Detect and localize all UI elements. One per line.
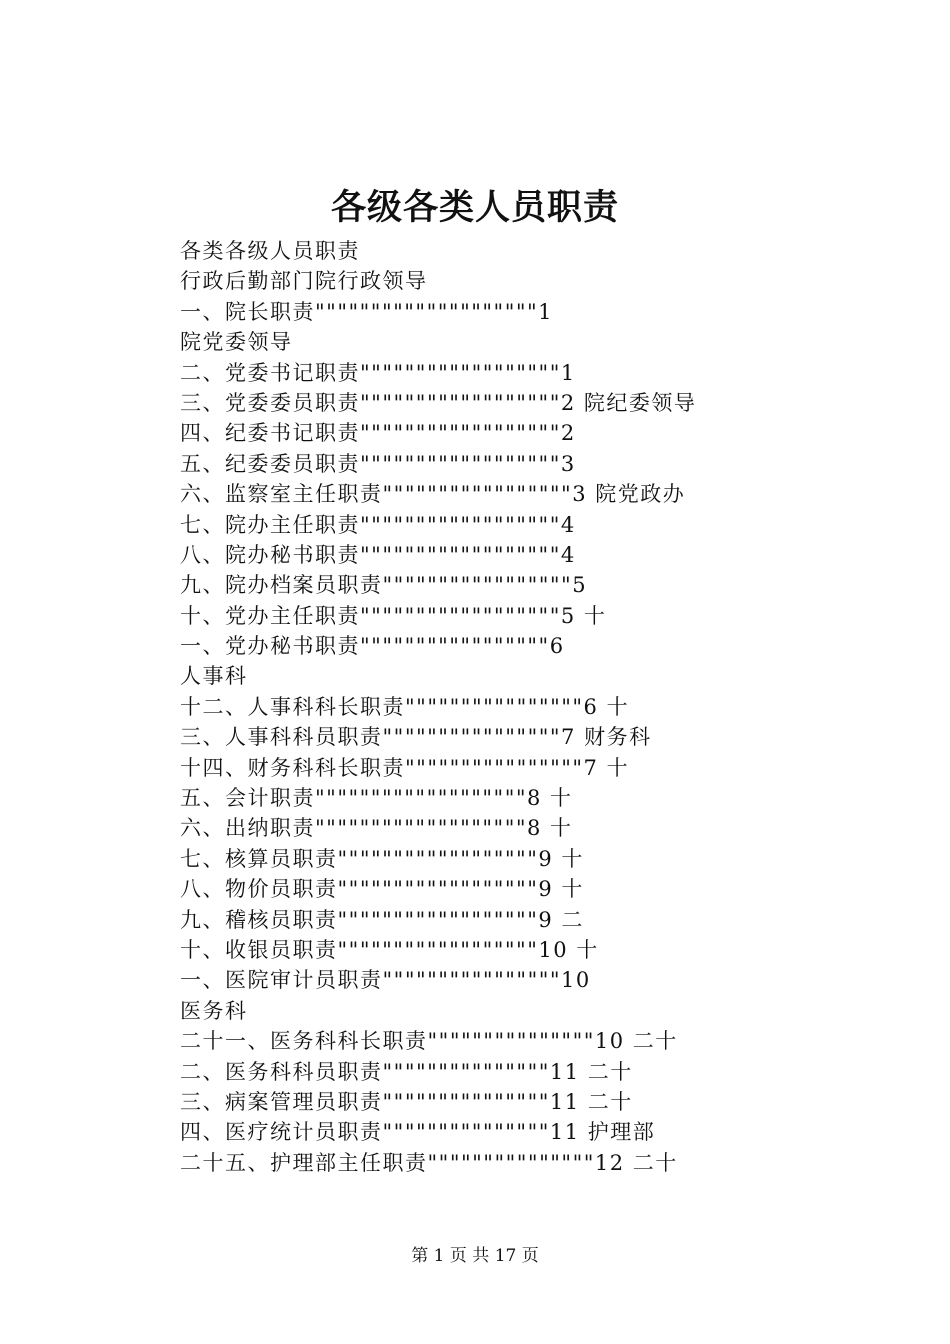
toc-line: 三、人事科科员职责""""""""""""""""7 财务科 xyxy=(180,725,652,750)
toc-line: 九、院办档案员职责"""""""""""""""""5 xyxy=(180,573,588,598)
toc-line: 三、党委委员职责""""""""""""""""""2 院纪委领导 xyxy=(180,390,697,415)
toc-line: 二、党委书记职责""""""""""""""""""1 xyxy=(180,360,576,385)
toc-line: 八、院办秘书职责""""""""""""""""""4 xyxy=(180,542,576,567)
toc-line: 一、党办秘书职责"""""""""""""""""6 xyxy=(180,634,565,659)
toc-line: 六、出纳职责"""""""""""""""""""8 十 xyxy=(180,816,573,841)
toc-line: 院党委领导 xyxy=(180,330,293,355)
toc-line: 六、监察室主任职责"""""""""""""""""3 院党政办 xyxy=(180,482,686,507)
toc-line: 一、院长职责""""""""""""""""""""1 xyxy=(180,299,554,324)
toc-line: 八、物价员职责""""""""""""""""""9 十 xyxy=(180,877,584,902)
toc-line: 五、纪委委员职责""""""""""""""""""3 xyxy=(180,451,576,476)
toc-line: 二十一、医务科科长职责"""""""""""""""10 二十 xyxy=(180,1029,678,1054)
toc-line: 七、院办主任职责""""""""""""""""""4 xyxy=(180,512,576,537)
toc-line: 三、病案管理员职责"""""""""""""""11 二十 xyxy=(180,1089,633,1114)
page-title: 各级各类人员职责 xyxy=(330,187,619,228)
toc-line: 十、收银员职责""""""""""""""""""10 十 xyxy=(180,937,599,962)
page-number-footer: 第 1 页 共 17 页 xyxy=(411,1246,539,1266)
toc-line: 四、医疗统计员职责"""""""""""""""11 护理部 xyxy=(180,1120,656,1145)
toc-line: 四、纪委书记职责""""""""""""""""""2 xyxy=(180,421,576,446)
toc-line: 七、核算员职责""""""""""""""""""9 十 xyxy=(180,846,584,871)
toc-line: 人事科 xyxy=(180,664,248,689)
toc-line: 行政后勤部门院行政领导 xyxy=(180,269,428,294)
toc-line: 一、医院审计员职责""""""""""""""""10 xyxy=(180,968,591,993)
toc-line: 五、会计职责"""""""""""""""""""8 十 xyxy=(180,786,573,811)
toc-line: 二十五、护理部主任职责"""""""""""""""12 二十 xyxy=(180,1150,678,1175)
toc-line: 十、党办主任职责""""""""""""""""""5 十 xyxy=(180,603,607,628)
toc-line: 十四、财务科科长职责""""""""""""""""7 十 xyxy=(180,755,630,780)
table-of-contents xyxy=(180,236,880,1178)
toc-line: 二、医务科科员职责"""""""""""""""11 二十 xyxy=(180,1059,633,1084)
toc-line: 九、稽核员职责""""""""""""""""""9 二 xyxy=(180,907,584,932)
toc-line: 十二、人事科科长职责""""""""""""""""6 十 xyxy=(180,694,630,719)
toc-line: 医务科 xyxy=(180,998,248,1023)
toc-line: 各类各级人员职责 xyxy=(180,239,360,263)
